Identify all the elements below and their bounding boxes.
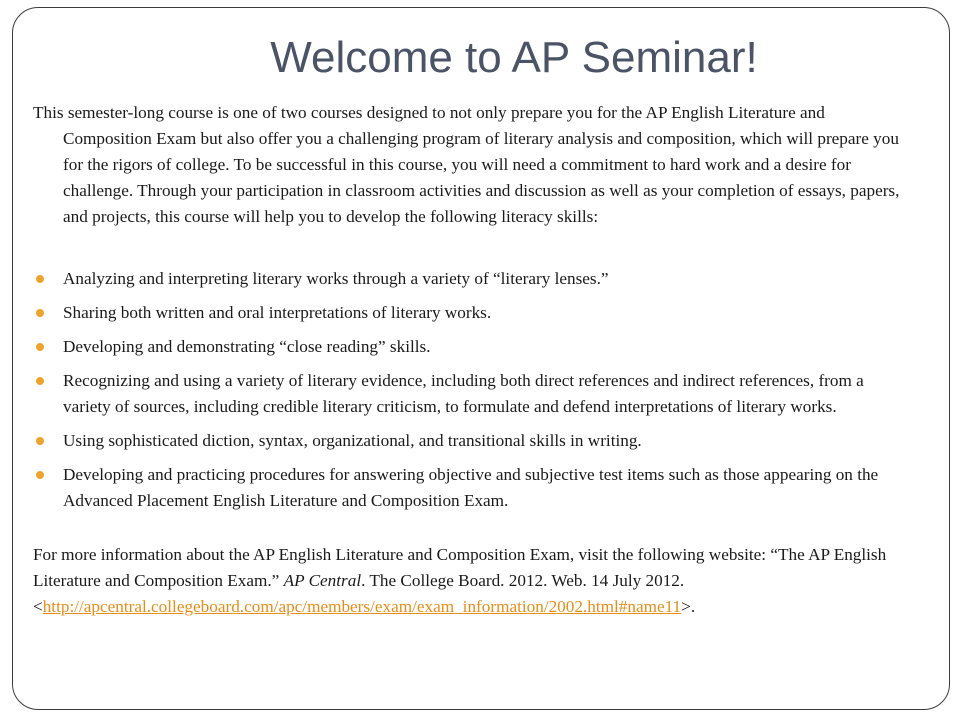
citation-suffix: >. (681, 597, 696, 616)
list-item (33, 428, 913, 454)
more-info-paragraph (33, 542, 913, 620)
bullet-dot-icon (36, 309, 44, 317)
list-item (33, 462, 913, 514)
page-title: Welcome to AP Seminar! (270, 33, 758, 82)
skills-list (33, 266, 913, 514)
list-item (33, 334, 913, 360)
list-item (33, 300, 913, 326)
slide-content (33, 100, 913, 620)
list-item (33, 368, 913, 420)
list-item-text: Recognizing and using a variety of literary evidence, including both direct references and indirect references, from a variety of sources, including credible literary criticism, to formulate and defend interpretations of literary works. (63, 371, 864, 416)
citation-source: AP Central (283, 571, 362, 590)
list-item-text: Analyzing and interpreting literary works through a variety of “literary lenses.” (63, 269, 609, 288)
bullet-dot-icon (36, 437, 44, 445)
citation-middle: . The College Board. 2012. Web. 14 July 2012. < (33, 571, 685, 616)
list-item-text: Developing and practicing procedures for answering objective and subjective test items such as those appearing on the Advanced Placement English Literature and Composition Exam. (63, 465, 879, 510)
bullet-dot-icon (36, 343, 44, 351)
bullet-dot-icon (36, 275, 44, 283)
intro-paragraph: This semester-long course is one of two courses designed to not only prepare you for the AP English Literature and Composition Exam but also offer you a challenging program of literary analysis and composition, which will prepare you for the rigors of college. To be successful in this course, you will need a commitment to hard work and a desire for challenge. Through your participation in classroom activities and discussion as well as your completion of essays, papers, and projects, this course will help you to develop the following literacy skills: (33, 103, 900, 226)
bullet-dot-icon (36, 377, 44, 385)
citation-prefix: For more information about the AP English Literature and Composition Exam, visit the following website: “The AP English Literature and Composition Exam.” (33, 545, 887, 590)
exam-info-link[interactable]: http://apcentral.collegeboard.com/apc/members/exam/exam_information/2002.html#name11 (42, 597, 682, 616)
list-item-text: Using sophisticated diction, syntax, organizational, and transitional skills in writing. (63, 431, 642, 450)
bullet-dot-icon (36, 471, 44, 479)
list-item (33, 266, 913, 292)
list-item-text: Developing and demonstrating “close reading” skills. (63, 337, 431, 356)
list-item-text: Sharing both written and oral interpretations of literary works. (63, 303, 492, 322)
